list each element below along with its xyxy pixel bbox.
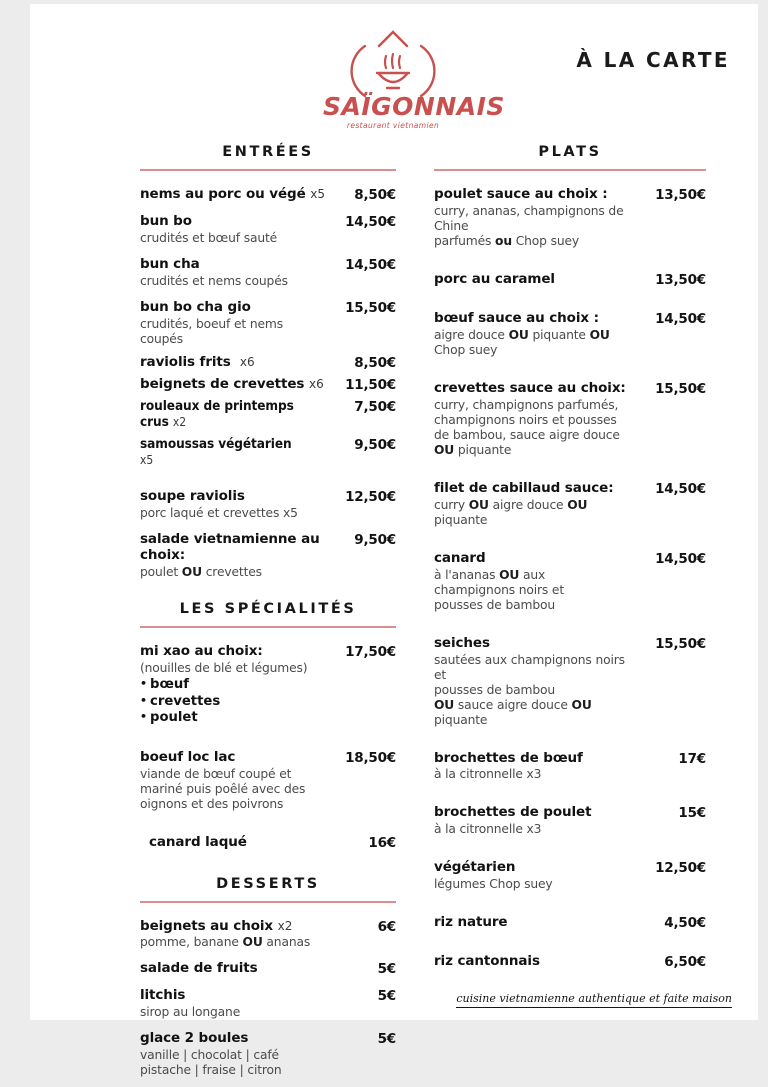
item-price: 13,50€ — [655, 187, 706, 203]
item-name: porc au caramel — [434, 270, 555, 287]
item-name: riz cantonnais — [434, 953, 540, 970]
steaming-bowl-pagoda-logo-icon — [345, 26, 441, 100]
item-price: 14,50€ — [655, 480, 706, 497]
item-description: à la citronnelle x3 — [434, 767, 542, 782]
menu-item — [434, 305, 706, 363]
item-name: litchis — [140, 987, 186, 1004]
menu-item — [140, 352, 396, 374]
item-name: crevettes sauce au choix: — [434, 379, 626, 396]
section-divider — [434, 169, 706, 171]
menu-item — [140, 294, 396, 352]
menu-page — [30, 4, 758, 1078]
item-description: viande de bœuf coupé et mariné puis poêlé avec des oignons et des poivrons — [140, 766, 306, 811]
section-heading-plats: PLATS — [538, 144, 602, 160]
left-column — [140, 144, 396, 1087]
item-price: 5€ — [377, 961, 396, 978]
item-name: filet de cabillaud sauce: — [434, 479, 614, 496]
item-description: crudités et bœuf sauté — [140, 230, 278, 245]
footer-tagline: cuisine vietnamienne authentique et faite maison — [456, 992, 732, 1008]
menu-item — [434, 745, 706, 788]
menu-item — [434, 630, 706, 733]
item-description: crudités, boeuf et nems coupés — [140, 316, 283, 346]
item-price: 17€ — [678, 750, 706, 767]
item-price: 14,50€ — [655, 310, 706, 327]
item-price: 18,50€ — [345, 749, 396, 766]
item-name: salade vietnamienne au choix: — [140, 531, 320, 564]
item-name: glace 2 boules — [140, 1030, 249, 1047]
item-price: 15,50€ — [655, 635, 706, 652]
item-description: à l'ananas OU aux champignons noirs et pousses de bambou — [434, 567, 565, 612]
item-price: 8,50€ — [354, 187, 396, 203]
item-name: salade de fruits — [140, 960, 258, 977]
item-name: samoussas végétarien x5 — [140, 435, 292, 467]
item-price: 9,50€ — [354, 436, 396, 453]
item-name: brochettes de poulet — [434, 804, 592, 821]
option-item: • bœuf — [140, 677, 326, 694]
menu-item — [434, 799, 706, 842]
item-name: bœuf sauce au choix : — [434, 309, 599, 326]
item-name: poulet sauce au choix : — [434, 186, 608, 202]
item-description: pomme, banane OU ananas — [140, 935, 311, 950]
menu-item — [434, 948, 706, 975]
item-description: crudités et nems coupés — [140, 273, 288, 288]
item-name: bun bo — [140, 213, 192, 229]
menu-item — [434, 854, 706, 897]
menu-item — [140, 913, 396, 956]
option-item: • crevettes — [140, 694, 326, 711]
section-heading-entrees: ENTRÉES — [222, 144, 314, 160]
item-price: 12,50€ — [345, 489, 396, 506]
menu-item — [434, 375, 706, 463]
item-name: beignets de crevettes x6 — [140, 375, 324, 392]
item-price: 16€ — [368, 834, 396, 851]
item-price: 12,50€ — [655, 860, 706, 877]
section-heading-specialites: LES SPÉCIALITÉS — [179, 601, 357, 618]
item-name: beignets au choix x2 — [140, 917, 293, 934]
item-price: 15€ — [678, 805, 706, 822]
item-name: canard — [434, 549, 486, 566]
item-name: seiches — [434, 634, 490, 651]
item-description: porc laqué et crevettes x5 — [140, 506, 298, 521]
menu-header — [30, 4, 758, 140]
menu-item — [140, 638, 396, 731]
item-name: brochettes de bœuf — [434, 749, 583, 766]
item-name: riz nature — [434, 914, 508, 931]
item-qty: x5 — [310, 187, 326, 201]
item-name: rouleaux de printemps crus x2 — [140, 397, 294, 430]
menu-item — [140, 396, 396, 434]
item-price: 5€ — [377, 1031, 396, 1048]
item-price: 6,50€ — [664, 954, 706, 971]
restaurant-logo — [323, 26, 505, 130]
item-price: 5€ — [377, 988, 396, 1005]
item-qty: x6 — [308, 376, 324, 391]
section-divider — [140, 169, 396, 171]
item-name: canard laqué — [149, 833, 247, 850]
item-qty: x2 — [172, 414, 187, 429]
item-price: 13,50€ — [655, 271, 706, 288]
item-name: bun cha — [140, 255, 200, 272]
item-description: sirop au longane — [140, 1005, 241, 1020]
item-price: 8,50€ — [354, 354, 396, 371]
item-description: curry, ananas, champignons de Chine parfumés ou Chop suey — [434, 203, 624, 248]
section-heading-desserts: DESSERTS — [216, 875, 320, 892]
item-price: 14,50€ — [345, 214, 396, 230]
menu-item — [434, 909, 706, 936]
right-column — [434, 144, 706, 979]
item-description: aigre douce OU piquante OU Chop suey — [434, 327, 610, 357]
menu-item — [434, 181, 706, 254]
item-options — [140, 677, 326, 727]
item-price: 11,50€ — [345, 376, 396, 393]
item-price: 17,50€ — [345, 644, 396, 661]
menu-item — [140, 1025, 396, 1083]
item-name: végétarien — [434, 859, 516, 876]
brand-tagline: restaurant vietnamien — [346, 121, 440, 130]
item-description: à la citronnelle x3 — [434, 822, 542, 837]
section-divider — [140, 901, 396, 903]
section-divider — [140, 626, 396, 628]
item-name: soupe raviolis — [140, 488, 245, 505]
menu-item — [140, 982, 396, 1025]
item-name: bun bo cha gio — [140, 298, 251, 315]
item-name: mi xao au choix: — [140, 643, 263, 660]
item-description: curry, champignons parfumés, champignons noirs et pousses de bambou, sauce aigre douce OU piquante — [434, 397, 620, 457]
option-item: • poulet — [140, 710, 326, 727]
menu-item — [140, 955, 396, 982]
menu-item — [140, 374, 396, 396]
menu-item — [140, 181, 396, 208]
menu-item — [140, 208, 396, 251]
section-entrees — [140, 144, 396, 585]
section-plats — [434, 144, 706, 975]
section-specialites — [140, 601, 396, 855]
item-price: 6€ — [377, 918, 396, 935]
item-price: 15,50€ — [655, 380, 706, 397]
item-description: sautées aux champignons noirs et pousses de bambou OU sauce aigre douce OU piquante — [434, 652, 625, 727]
menu-item — [434, 545, 706, 618]
menu-item — [140, 829, 396, 856]
item-qty: x5 — [140, 452, 154, 467]
brand-name: SAÏGONNAIS — [323, 92, 505, 121]
section-desserts — [140, 876, 396, 1084]
item-qty: x6 — [239, 354, 255, 369]
menu-item — [140, 483, 396, 526]
item-description: (nouilles de blé et légumes) — [140, 661, 308, 676]
item-price: 9,50€ — [354, 532, 396, 549]
item-description: vanille | chocolat | café pistache | fraise | citron — [140, 1048, 282, 1078]
item-price: 7,50€ — [354, 398, 396, 415]
page-title: À LA CARTE — [576, 48, 730, 72]
item-name: raviolis frits x6 — [140, 353, 255, 370]
menu-item — [140, 251, 396, 294]
item-description: curry OU aigre douce OU piquante — [434, 497, 588, 527]
item-price: 14,50€ — [345, 256, 396, 273]
menu-item — [140, 744, 396, 817]
item-price: 15,50€ — [345, 299, 396, 316]
menu-item — [434, 475, 706, 533]
menu-item — [140, 526, 396, 585]
menu-item — [140, 434, 396, 472]
menu-item — [434, 266, 706, 293]
item-price: 14,50€ — [655, 550, 706, 567]
item-description: poulet OU crevettes — [140, 565, 262, 580]
item-qty: x2 — [277, 918, 293, 933]
item-name: nems au porc ou végé x5 — [140, 186, 326, 202]
item-name: boeuf loc lac — [140, 748, 236, 765]
item-price: 4,50€ — [664, 915, 706, 932]
item-description: légumes Chop suey — [434, 877, 553, 892]
